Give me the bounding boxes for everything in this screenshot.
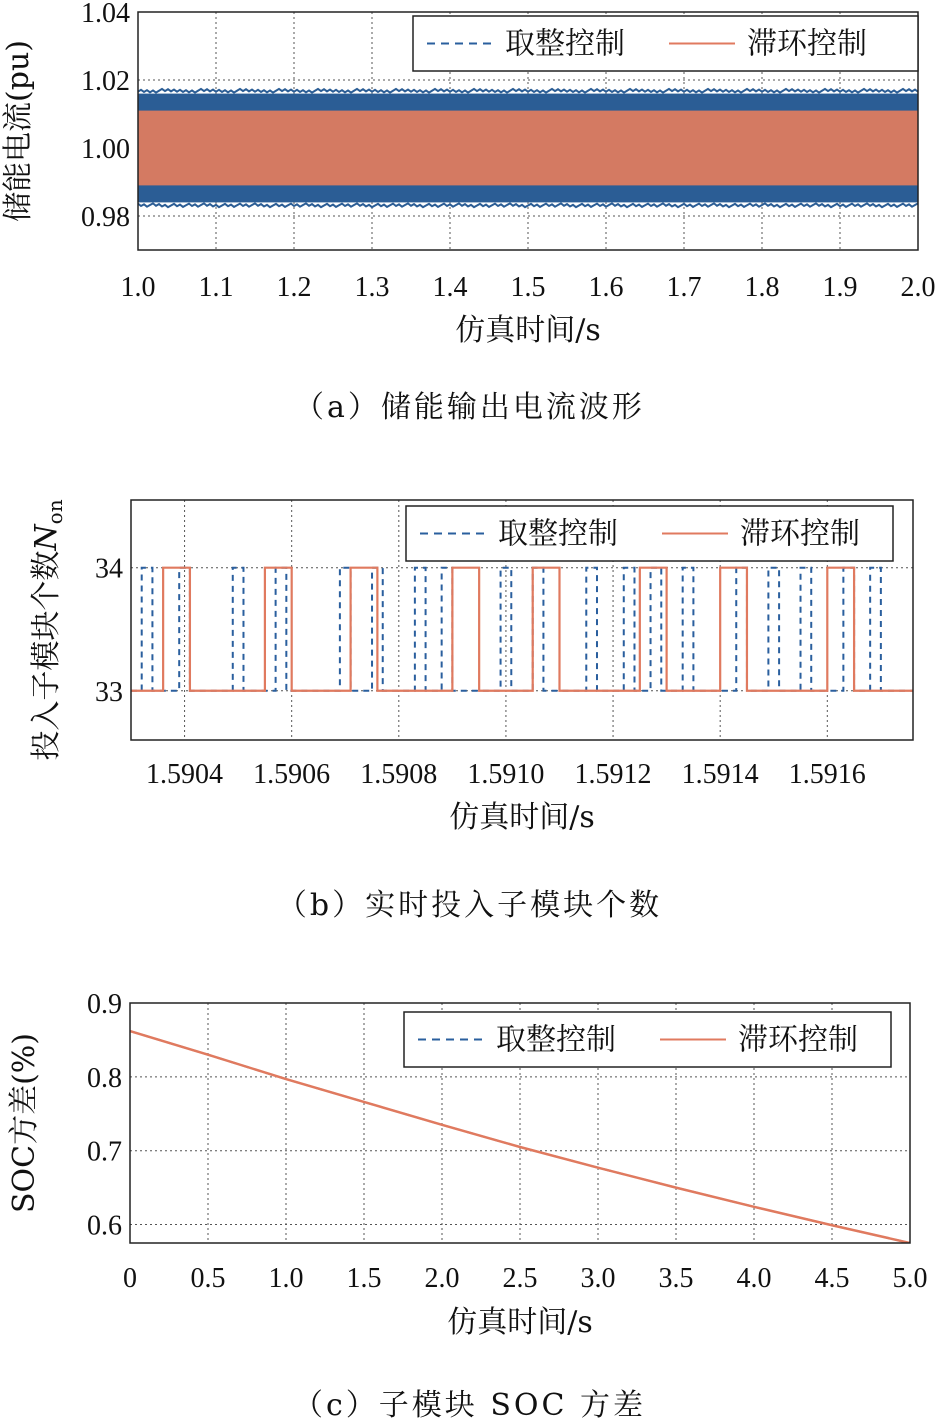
y-tick-label: 0.9 bbox=[87, 989, 122, 1020]
x-tick-label: 2.0 bbox=[424, 1263, 460, 1294]
x-axis-title: 仿真时间/s bbox=[449, 800, 595, 835]
y-axis-title bbox=[7, 1033, 42, 1213]
y-axis-title-text: 储能电流(pu) bbox=[1, 40, 36, 222]
x-tick-label: 1.5908 bbox=[360, 759, 438, 790]
x-tick-label: 1.3 bbox=[354, 272, 390, 303]
series-solid-band bbox=[138, 111, 918, 186]
x-tick-label: 1.0 bbox=[120, 272, 156, 303]
legend-label-solid: 滞环控制 bbox=[738, 1022, 858, 1058]
x-tick-label: 4.0 bbox=[736, 1263, 772, 1294]
x-tick-label: 1.6 bbox=[588, 272, 624, 303]
x-axis-title: 仿真时间/s bbox=[455, 313, 601, 348]
x-tick-label: 1.4 bbox=[432, 272, 468, 303]
x-tick-label: 2.5 bbox=[502, 1263, 538, 1294]
x-tick-label: 5.0 bbox=[892, 1263, 928, 1294]
y-axis-title-text: SOC方差(%) bbox=[7, 1032, 42, 1214]
x-tick-label: 1.5 bbox=[346, 1263, 382, 1294]
y-tick-label: 34 bbox=[95, 553, 123, 585]
y-tick-label: 0.8 bbox=[87, 1062, 122, 1094]
x-tick-label: 1.5910 bbox=[467, 759, 545, 790]
x-tick-label: 1.5912 bbox=[574, 759, 652, 790]
y-axis-title-symbol: N bbox=[29, 524, 64, 551]
x-tick-label: 1.8 bbox=[744, 272, 780, 303]
chart-b-submodule-count bbox=[0, 470, 939, 870]
x-tick-label: 1.5 bbox=[510, 272, 546, 303]
caption-a: （a）储能输出电流波形 bbox=[294, 390, 645, 425]
x-tick-label: 1.1 bbox=[198, 272, 234, 303]
y-tick-label: 1.00 bbox=[81, 134, 130, 165]
y-tick-label: 1.04 bbox=[81, 0, 130, 29]
x-tick-label: 0.5 bbox=[190, 1263, 226, 1294]
y-tick-label: 0.7 bbox=[87, 1136, 122, 1168]
caption-c: （c）子模块 SOC 方差 bbox=[293, 1388, 646, 1423]
y-tick-label: 1.02 bbox=[81, 66, 130, 97]
legend-label-dashed: 取整控制 bbox=[505, 26, 625, 62]
legend-label-dashed: 取整控制 bbox=[498, 516, 618, 552]
x-tick-label: 1.5906 bbox=[253, 759, 331, 790]
legend-label-dashed: 取整控制 bbox=[496, 1022, 616, 1058]
x-tick-label: 1.5904 bbox=[146, 759, 224, 790]
x-tick-label: 1.2 bbox=[276, 272, 312, 303]
x-tick-label: 1.5916 bbox=[788, 759, 866, 790]
x-tick-label: 3.0 bbox=[580, 1263, 616, 1294]
x-tick-label: 1.5914 bbox=[681, 759, 759, 790]
legend-label-solid: 滞环控制 bbox=[740, 516, 860, 552]
y-axis-title bbox=[29, 499, 67, 760]
x-tick-label: 2.0 bbox=[900, 272, 936, 303]
y-tick-label: 33 bbox=[95, 676, 123, 708]
y-tick-label: 0.98 bbox=[81, 202, 130, 233]
x-tick-label: 3.5 bbox=[658, 1263, 694, 1294]
y-axis-title-text: 投入子模块个数 bbox=[29, 550, 64, 761]
x-tick-label: 1.9 bbox=[822, 272, 858, 303]
chart-c-soc-variance bbox=[0, 960, 939, 1370]
x-tick-label: 4.5 bbox=[814, 1263, 850, 1294]
y-axis-title-subscript: on bbox=[43, 499, 67, 525]
series-group bbox=[138, 89, 918, 207]
x-tick-label: 1.7 bbox=[666, 272, 702, 303]
x-tick-label: 0 bbox=[123, 1263, 137, 1294]
y-axis-title bbox=[1, 40, 36, 222]
legend-label-solid: 滞环控制 bbox=[747, 26, 867, 62]
y-tick-label: 0.6 bbox=[87, 1210, 122, 1242]
x-tick-label: 1.0 bbox=[268, 1263, 304, 1294]
chart-a-current-waveform bbox=[0, 0, 939, 380]
caption-b: （b）实时投入子模块个数 bbox=[276, 888, 663, 923]
x-axis-title: 仿真时间/s bbox=[447, 1305, 593, 1340]
